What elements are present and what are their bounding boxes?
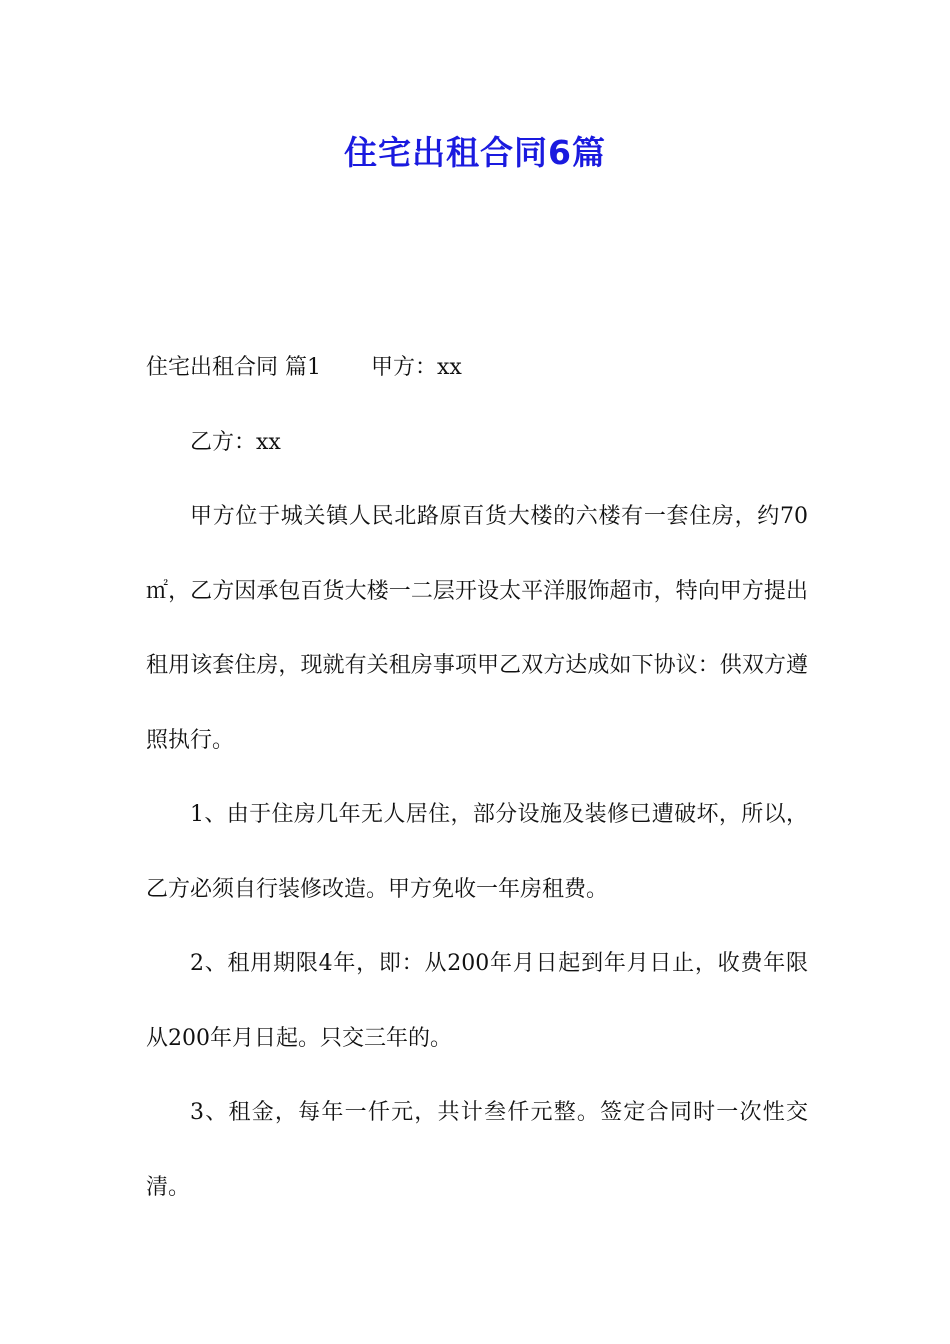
party-a: 甲方：xx: [371, 355, 462, 380]
intro-paragraph: 甲方位于城关镇人民北路原百货大楼的六楼有一套住房，约70㎡，乙方因承包百货大楼一二层开设太平洋服饰超市，特向甲方提出租用该套住房，现就有关租房事项甲乙双方达成如下协议：供双方遵照执行。: [146, 504, 808, 753]
document-title: 住宅出租合同6篇: [344, 133, 606, 172]
document-body: [146, 331, 808, 1225]
clause-2: 2、租用期限4年，即：从200年月日起到年月日止，收费年限从200年月日起。只交三年的。: [146, 951, 808, 1051]
party-b: 乙方：xx: [190, 429, 281, 455]
clause-1: 1、由于住房几年无人居住，部分设施及装修已遭破坏，所以，乙方必须自行装修改造。甲方免收一年房租费。: [146, 802, 808, 902]
section-label: 住宅出租合同 篇1: [146, 355, 321, 380]
header-line: [146, 331, 808, 406]
clause-3: 3、租金，每年一仟元，共计叁仟元整。签定合同时一次性交清。: [146, 1100, 808, 1200]
